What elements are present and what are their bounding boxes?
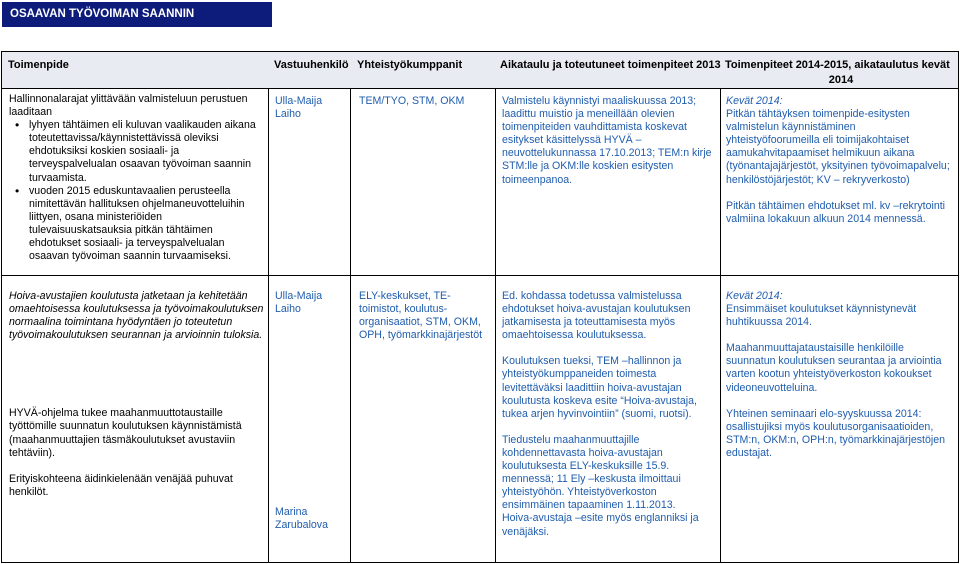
row1-aikataulu-p1: Valmistelu käynnistyi maaliskuussa 2013; laadittu muistio ja meneillään olevien toimenpiteiden vauhdittamista koskevat esitykset käsittelyssä HYVÄ – neuvottelukunnassa 17.10.2013; TEM:n kirje STM:lle ja OKM:lle koskien esitysten toimeenpanoa. — [502, 95, 712, 186]
row2-vastuuhenkilo2-first: Marina — [275, 506, 308, 518]
header-toimenpiteet-line1: Toimenpiteet 2014-2015, aikataulutus kevät — [725, 59, 950, 71]
page-title: OSAAVAN TYÖVOIMAN SAANNIN TURVAAMINEN — [2, 2, 272, 27]
header-toimenpiteet-line2: 2014 — [828, 74, 854, 86]
row2-aikataulu-p4: Hoiva-avustaja –esite myös englanniksi ja venäjäksi. — [502, 512, 699, 538]
row1-aikataulu-cell — [495, 88, 721, 276]
row1-vastuuhenkilo-last: Laiho — [275, 108, 301, 121]
header-yhteistyokumppanit: Yhteistyökumppanit — [357, 59, 463, 71]
row1-intro: Hallinnonalarajat ylittävään valmisteluun perustuen laaditaan — [9, 93, 248, 119]
row1-toimenpide-cell — [1, 88, 269, 276]
row2-aikataulu-p1: Ed. kohdassa todetussa valmistelussa ehdotukset hoiva-avustajan koulutuksen jatkamisesta ja toteuttamisesta myös omaehtoisessa koulutuksessa. — [502, 290, 691, 342]
row2-aikataulu-cell — [495, 275, 721, 563]
row1-toimenpiteet-p2: Pitkän tähtäimen ehdotukset ml. kv –rekrytointi valmiina lokakuun alkuun 2014 mennessä. — [726, 199, 946, 225]
row2-toimenpide-p2: HYVÄ-ohjelma tukee maahanmuuttotaustaille työttömille suunnatun koulutuksen käynnistämistä (maahanmuuttajien täsmäkoulutukset avustaviin tehtäviin). — [9, 407, 242, 459]
row2-yhteistyo-cell — [350, 275, 496, 563]
header-toimenpide: Toimenpide — [8, 59, 69, 71]
row2-toimenpiteet-p2: Maahanmuuttajataustaisille henkilöille suunnatun koulutuksen seurantaa ja arviointia varten kootun yhteistyöverkoston kokoukset videoneuvotteluina. — [726, 342, 942, 394]
row2-vastuuhenkilo-cell — [268, 275, 351, 563]
row1-toimenpiteet-p1: Pitkän tähtäyksen toimenpide-esitysten valmistelun käynnistäminen yhteistyöfoorumeilla eli toimijakohtaiset aamukahvitapaamiset helmikuun aikana (työnantajajärjestöt, yksityinen työvoimapalvelu; henkilöstöjärjestöt; KV – rekryverkosto) — [726, 108, 950, 186]
row2-toimenpiteet-cell — [720, 275, 959, 563]
row2-toimenpiteet-p1: Ensimmäiset koulutukset käynnistynevät huhtikuussa 2014. — [726, 303, 917, 329]
row1-vastuuhenkilo-first: Ulla-Maija — [275, 95, 323, 107]
header-vastuuhenkilo: Vastuuhenkilö — [274, 59, 349, 71]
header-toimenpiteet — [725, 58, 957, 88]
row2-toimenpide-p1: Hoiva-avustajien koulutusta jatketaan ja kehitetään omaehtoisessa koulutuksessa ja työvoimakoulutuksen normaalina toimintana hyödyntäen jo toteutetun työvoimakoulutuksen seurannan ja arvioinnin tuloksia. — [9, 290, 264, 342]
row2-vastuuhenkilo-last: Laiho — [275, 303, 301, 316]
row2-aikataulu-p3: Tiedustelu maahanmuuttajille kohdennettavasta hoiva-avustajan koulutuksesta ELY-keskuksille 15.9. mennessä; 11 Ely –keskusta ilmoittaui yhteistyöhön. Yhteistyöverkoston ensimmäinen tapaaminen 1.11.2013. — [502, 433, 681, 512]
header-aikataulu: Aikataulu ja toteutuneet toimenpiteet 2013 — [500, 59, 721, 71]
row1-bullet1: • lyhyen tähtäimen eli kuluvan vaalikauden aikana toteutettavissa/käynnistettävissä oleviksi ehdotuksiksi koskien sosiaali- ja terveyspalvelualan osaavan työvoiman saannin turvaamista. — [29, 119, 264, 184]
row2-vastuuhenkilo-first: Ulla-Maija — [275, 290, 323, 302]
row1-kevat-label: Kevät 2014: — [726, 95, 783, 107]
row2-kevat-label: Kevät 2014: — [726, 290, 783, 302]
row1-yhteistyo-cell — [350, 88, 496, 276]
row2-aikataulu-p2: Koulutuksen tueksi, TEM –hallinnon ja yhteistyökumppaneiden toimesta levitettäväksi laadittiin hoiva-avustajan koulutusta koskeva esite “Hoiva-avustaja, tukea arjen hyvinvointiin” (suomi, ruotsi). — [502, 355, 697, 420]
row2-vastuuhenkilo2-last: Zarubalova — [275, 519, 328, 532]
row1-toimenpiteet-cell — [720, 88, 959, 276]
row1-yhteistyo: TEM/TYO, STM, OKM — [359, 95, 465, 107]
row1-bullet2: • vuoden 2015 eduskuntavaalien perusteella nimitettävän hallituksen ohjelmaneuvotteluihin liittyen, osana ministeriöiden tulevaisuuskatsauksia pitkän tähtäimen ehdotukset sosiaali- ja terveyspalvelualan osaavan työvoiman saannin turvaamiseksi. — [29, 185, 264, 264]
row2-yhteistyo: ELY-keskukset, TE-toimistot, koulutus-organisaatiot, STM, OKM, OPH, työmarkkinajärjestöt — [359, 290, 483, 342]
row2-toimenpide-p3: Erityiskohteena äidinkielenään venäjää puhuvat henkilöt. — [9, 472, 233, 498]
row1-vastuuhenkilo-cell — [268, 88, 351, 276]
row2-toimenpide-cell — [1, 275, 269, 563]
row2-toimenpiteet-p3: Yhteinen seminaari elo-syyskuussa 2014: osallistujiksi myös koulutusorganisaatioiden, STM:n, OKM:n, OPH:n, työmarkkinajärjestöjen edustajat. — [726, 407, 946, 459]
